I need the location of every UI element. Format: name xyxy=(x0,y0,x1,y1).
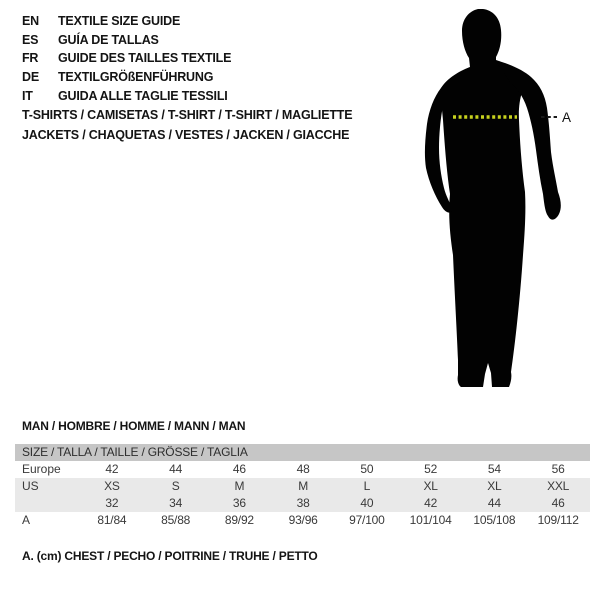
language-row-en xyxy=(22,12,231,31)
language-row-es xyxy=(22,31,231,50)
size-cell: 40 xyxy=(360,496,374,510)
size-cell: 52 xyxy=(424,462,438,476)
language-list xyxy=(22,12,231,105)
category-jackets: JACKETS / CHAQUETAS / VESTES / JACKEN / GIACCHE xyxy=(22,127,350,142)
language-label: TEXTILE SIZE GUIDE xyxy=(58,14,181,29)
size-cell: 50 xyxy=(360,462,374,476)
language-code: FR xyxy=(22,51,39,66)
section-title-man: MAN / HOMBRE / HOMME / MANN / MAN xyxy=(22,419,246,433)
size-cell: M xyxy=(298,479,309,493)
table-row-us xyxy=(15,478,590,495)
size-cell: 54 xyxy=(487,462,501,476)
silhouette-body xyxy=(440,9,530,387)
size-cell: 38 xyxy=(296,496,310,510)
language-row-fr xyxy=(22,49,231,68)
measure-label-a: A xyxy=(562,110,572,125)
language-label: GUIDE DES TAILLES TEXTILE xyxy=(58,51,232,66)
language-row-de xyxy=(22,68,231,87)
size-cell: 109/112 xyxy=(537,513,579,527)
size-cell: S xyxy=(171,479,180,493)
language-code: IT xyxy=(22,88,33,103)
size-cell: 97/100 xyxy=(349,513,385,527)
size-cell: 32 xyxy=(105,496,119,510)
size-cell: 105/108 xyxy=(473,513,516,527)
size-cell: XS xyxy=(104,479,120,493)
size-cell: 46 xyxy=(551,496,565,510)
size-cell: XXL xyxy=(547,479,570,493)
size-cell: 42 xyxy=(424,496,438,510)
row-label: A xyxy=(22,513,31,527)
footnote-chest: A. (cm) CHEST / PECHO / POITRINE / TRUHE / PETTO xyxy=(22,549,318,563)
size-cell: 85/88 xyxy=(161,513,191,527)
garment-categories xyxy=(22,106,352,145)
size-table xyxy=(15,444,590,529)
size-cell: XL xyxy=(487,479,502,493)
size-cell: 81/84 xyxy=(97,513,127,527)
size-cell: 56 xyxy=(551,462,565,476)
man-silhouette-svg xyxy=(395,0,600,400)
size-cell: 48 xyxy=(296,462,310,476)
size-cell: 44 xyxy=(487,496,501,510)
size-cell: 42 xyxy=(105,462,119,476)
row-label: Europe xyxy=(22,462,61,476)
table-row-europe xyxy=(15,461,590,478)
size-table-header: SIZE / TALLA / TAILLE / GRÖSSE / TAGLIA xyxy=(15,444,590,461)
language-code: ES xyxy=(22,32,39,47)
language-label: GUÍA DE TALLAS xyxy=(58,32,159,47)
language-code: EN xyxy=(22,14,39,29)
size-cell: XL xyxy=(423,479,438,493)
size-cell: M xyxy=(234,479,245,493)
language-label: GUIDA ALLE TAGLIE TESSILI xyxy=(58,88,228,103)
size-cell: 93/96 xyxy=(288,513,318,527)
language-code: DE xyxy=(22,70,39,85)
category-tshirts: T-SHIRTS / CAMISETAS / T-SHIRT / T-SHIRT / MAGLIETTE xyxy=(22,108,353,122)
table-row-chest-a xyxy=(15,512,590,529)
table-row-uk xyxy=(15,495,590,512)
size-cell: L xyxy=(363,479,371,493)
size-cell: 34 xyxy=(169,496,183,510)
man-silhouette-figure xyxy=(395,0,600,400)
language-label: TEXTILGRÖßENFÜHRUNG xyxy=(58,70,214,85)
size-cell: 44 xyxy=(169,462,183,476)
row-label: US xyxy=(22,479,39,493)
size-cell: 89/92 xyxy=(224,513,254,527)
size-cell: 101/104 xyxy=(409,513,452,527)
size-cell: 36 xyxy=(232,496,246,510)
size-cell: 46 xyxy=(232,462,246,476)
language-row-it xyxy=(22,86,231,105)
